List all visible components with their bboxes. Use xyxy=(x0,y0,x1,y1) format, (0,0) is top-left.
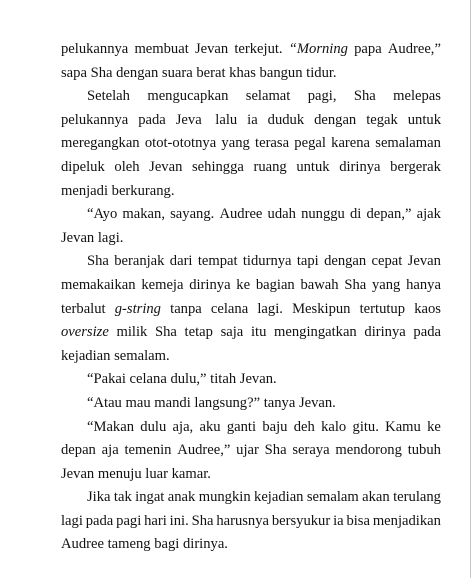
text-line: kejadian semalam. xyxy=(61,347,170,364)
word: harusnya xyxy=(216,512,269,529)
word: dirinya xyxy=(364,324,406,341)
word: oleh xyxy=(114,158,140,175)
word: ke xyxy=(427,418,441,435)
word: yang xyxy=(221,135,250,152)
word: mungkin xyxy=(198,489,251,506)
word: memakaikan xyxy=(61,276,136,293)
word: beranjak xyxy=(114,253,165,270)
word: “Makan xyxy=(87,418,135,435)
text-line: “Pakai celana dulu,” titah Jevan. xyxy=(87,371,277,388)
word: ganti xyxy=(226,418,257,435)
word: tubuh xyxy=(407,442,441,459)
word: pagi, xyxy=(307,88,337,105)
word: pada xyxy=(138,111,166,128)
word: oversize xyxy=(61,324,109,341)
word: udah xyxy=(267,206,296,223)
word: gitu. xyxy=(352,418,379,435)
word: Audree,” xyxy=(177,442,231,459)
word: Jevan xyxy=(194,41,229,57)
word: hanya xyxy=(406,276,441,293)
word: dirinya xyxy=(339,158,381,175)
word: deh xyxy=(293,418,315,435)
word: melepas xyxy=(393,88,441,105)
word: terasa xyxy=(255,135,290,152)
paragraph xyxy=(61,203,441,250)
word: seraya xyxy=(292,442,330,459)
word: aku xyxy=(199,418,221,435)
word: lagi xyxy=(61,512,83,529)
word: dulu xyxy=(140,418,167,435)
word: itu xyxy=(250,324,267,341)
word: semalam xyxy=(306,489,359,506)
word: terbalut xyxy=(61,300,106,317)
word: Sha xyxy=(191,512,214,529)
word: ajak xyxy=(416,206,441,223)
word: untuk xyxy=(407,111,441,128)
paragraph xyxy=(61,250,441,368)
word: lalu xyxy=(211,111,238,128)
word: Jika xyxy=(87,489,111,506)
word: otot-ototnya xyxy=(144,135,217,152)
page-edge-divider xyxy=(470,0,471,578)
word: untuk xyxy=(296,158,330,175)
word: celana xyxy=(210,300,249,317)
word: sayang. xyxy=(170,206,215,223)
word: pada xyxy=(413,324,441,341)
text-line xyxy=(61,156,441,180)
text-line xyxy=(61,109,441,133)
word: menjadikan xyxy=(372,512,441,529)
word: tanpa xyxy=(170,300,202,317)
text-line: “Atau mau mandi langsung?” tanya Jevan. xyxy=(87,394,336,411)
text-line: sapa Sha dengan suara berat khas bangun tidur. xyxy=(61,64,337,81)
word: “Morning xyxy=(288,41,348,57)
text-line xyxy=(61,321,441,345)
document-body-text xyxy=(61,38,441,557)
word: tegak xyxy=(366,111,398,128)
word: ke xyxy=(236,276,251,293)
word: Jeva xyxy=(175,111,202,128)
word: sehingga xyxy=(191,158,244,175)
text-line xyxy=(61,132,441,156)
text-line xyxy=(61,274,441,298)
word: mendorong xyxy=(335,442,402,459)
word: Audree xyxy=(219,206,263,223)
word: terulang xyxy=(393,489,441,506)
text-line xyxy=(61,298,441,322)
word: terkejut. xyxy=(234,41,283,57)
text-line: menjadi berkurang. xyxy=(61,182,175,199)
word: semalaman xyxy=(375,135,441,152)
word: membuat xyxy=(134,41,189,57)
word: papa xyxy=(354,41,382,57)
text-line xyxy=(61,439,441,463)
word: Sha xyxy=(87,253,109,270)
word: tetap xyxy=(184,324,213,341)
word: di xyxy=(349,206,362,223)
word: kejadian xyxy=(254,489,304,506)
word: pelukannya xyxy=(61,41,129,57)
word: Sha xyxy=(344,276,367,293)
word: depan,” xyxy=(366,206,412,223)
word: bergerak xyxy=(390,158,441,175)
word: Jevan xyxy=(149,158,183,175)
paragraph xyxy=(61,392,441,416)
word: Audree,” xyxy=(387,41,441,57)
paragraph xyxy=(61,368,441,392)
word: kaos xyxy=(414,300,441,317)
word: kalo xyxy=(321,418,347,435)
word: karena xyxy=(331,135,371,152)
word: Sha xyxy=(154,324,177,341)
word: cepat xyxy=(371,253,403,270)
text-line xyxy=(61,85,441,109)
text-line: Audree tameng bagi dirinya. xyxy=(61,536,228,553)
word: tak xyxy=(113,489,132,506)
text-line: Jevan lagi. xyxy=(61,229,124,246)
word: lagi. xyxy=(257,300,283,317)
word: depan xyxy=(61,442,96,459)
word: tertutup xyxy=(359,300,406,317)
word: Kamu xyxy=(385,418,421,435)
word: Jevan xyxy=(407,253,441,270)
paragraph xyxy=(61,38,441,85)
text-line xyxy=(61,38,441,62)
word: mengingatkan xyxy=(274,324,357,341)
word: saja xyxy=(220,324,244,341)
word: dengan xyxy=(324,253,367,270)
paragraph xyxy=(61,486,441,557)
word: dirinya xyxy=(189,276,231,293)
text-line xyxy=(61,416,441,440)
word: “Ayo xyxy=(87,206,118,223)
word: Sha xyxy=(264,442,287,459)
word: selamat xyxy=(245,88,291,105)
word: bisa xyxy=(346,512,370,529)
word: g-string xyxy=(114,300,161,317)
paragraph xyxy=(61,416,441,487)
word: ia xyxy=(247,111,258,128)
text-line: Jevan menuju luar kamar. xyxy=(61,465,211,482)
word: Meskipun xyxy=(292,300,351,317)
word: nunggu xyxy=(301,206,345,223)
word: pelukannya xyxy=(61,111,129,128)
word: dari xyxy=(169,253,193,270)
word: hari xyxy=(144,512,167,529)
word: tidurnya xyxy=(242,253,292,270)
word: Sha xyxy=(353,88,376,105)
text-line xyxy=(61,486,441,510)
word: ini. xyxy=(169,512,189,529)
word: milik xyxy=(116,324,148,341)
word: mengucapkan xyxy=(147,88,229,105)
word: pada xyxy=(85,512,114,529)
word: dengan xyxy=(314,111,357,128)
word: tempat xyxy=(197,253,238,270)
word: meregangkan xyxy=(61,135,140,152)
text-line xyxy=(61,203,441,227)
paragraph xyxy=(61,85,441,203)
word: aja, xyxy=(172,418,194,435)
word: kemeja xyxy=(141,276,184,293)
word: anak xyxy=(167,489,196,506)
word: bagian xyxy=(255,276,295,293)
word: ujar xyxy=(236,442,259,459)
word: ia xyxy=(333,512,344,529)
word: duduk xyxy=(267,111,305,128)
word: aja xyxy=(101,442,119,459)
word: ruang xyxy=(253,158,287,175)
word: baju xyxy=(262,418,288,435)
word: pegal xyxy=(294,135,326,152)
word: dipeluk xyxy=(61,158,105,175)
word: Setelah xyxy=(87,88,130,105)
text-line xyxy=(61,250,441,274)
word: bawah xyxy=(300,276,339,293)
word: temenin xyxy=(124,442,172,459)
text-line xyxy=(61,510,441,534)
word: tapi xyxy=(296,253,319,270)
word: makan, xyxy=(122,206,165,223)
word: bersyukur xyxy=(271,512,331,529)
word: akan xyxy=(362,489,390,506)
word: yang xyxy=(371,276,401,293)
word: ingat xyxy=(135,489,165,506)
word: pagi xyxy=(116,512,142,529)
